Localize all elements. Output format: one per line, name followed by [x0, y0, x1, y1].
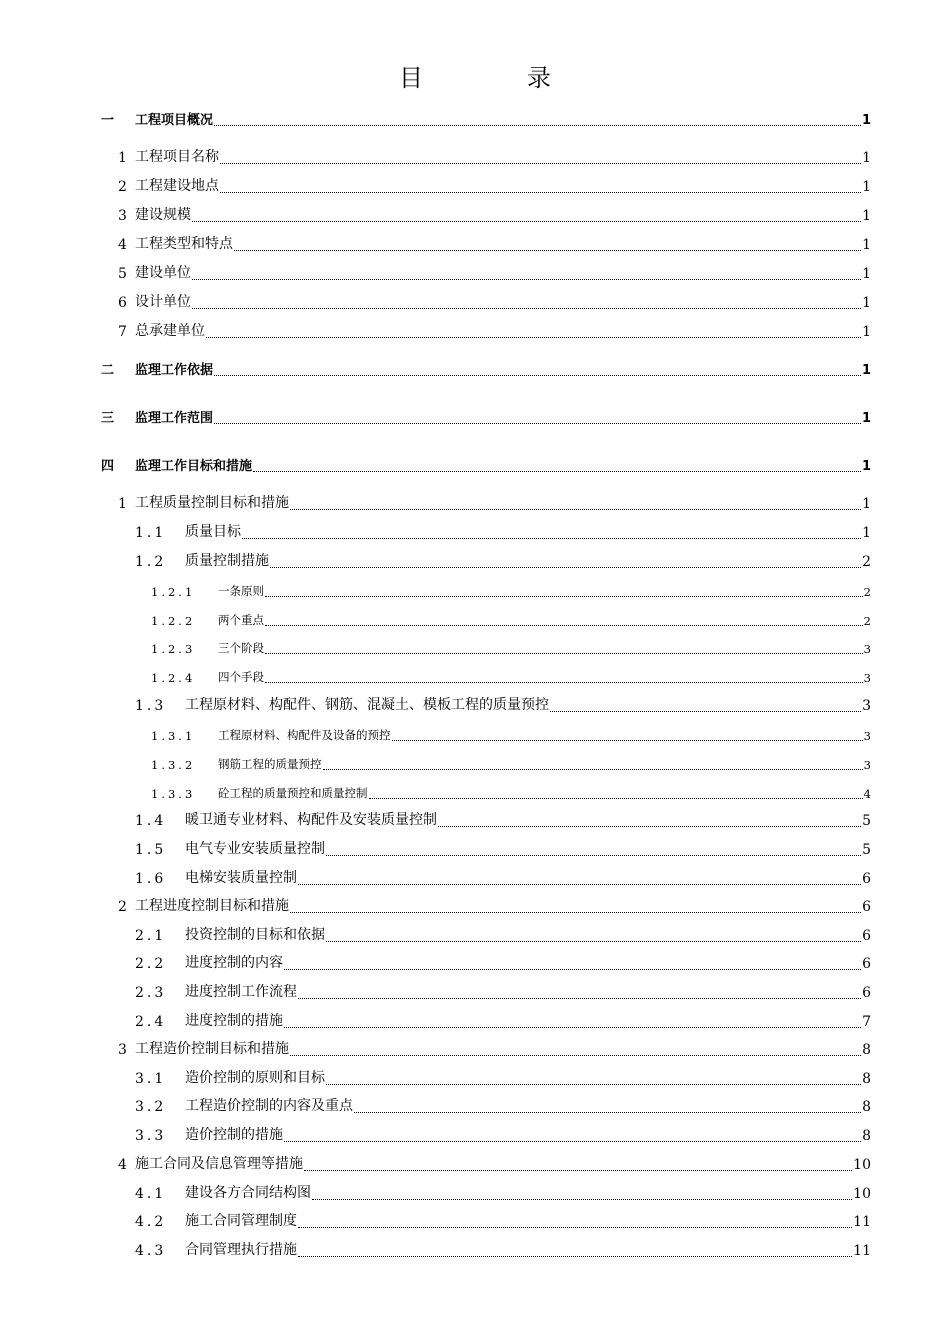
toc-entry-number: 4.2: [135, 1214, 167, 1230]
toc-leader-dots: [323, 769, 863, 770]
toc-entry-title: 质量目标: [185, 524, 241, 540]
toc-leader-dots: [298, 998, 861, 999]
toc-leader-dots: [284, 969, 861, 970]
toc-leader-dots: [550, 711, 861, 712]
toc-entry-number: 2.2: [135, 956, 167, 972]
toc-entry-page: 1: [861, 363, 871, 378]
toc-entry-title: 四个手段: [218, 670, 264, 684]
toc-leader-dots: [284, 1141, 861, 1142]
toc-entry-page: 6: [862, 899, 871, 915]
toc-entry-title: 造价控制的措施: [185, 1127, 283, 1143]
toc-title: 目 录: [399, 64, 591, 92]
toc-entry-number: 四: [101, 459, 115, 474]
toc-leader-dots: [214, 375, 861, 376]
toc-entry-number: 1.2.4: [151, 671, 196, 685]
toc-entry-page: 3: [862, 698, 871, 714]
toc-leader-dots: [265, 625, 863, 626]
toc-entry-title: 电梯安装质量控制: [185, 870, 297, 886]
toc-entry-title: 建设单位: [135, 265, 191, 281]
toc-entry-number: 1.2.1: [151, 585, 196, 599]
toc-entry[interactable]: [0, 1069, 950, 1089]
toc-entry-number: 二: [101, 363, 115, 378]
toc-entry-number: 1.2.3: [151, 642, 196, 656]
toc-entry-page: 5: [862, 813, 871, 829]
toc-entry-title: 砼工程的质量预控和质量控制: [218, 786, 368, 800]
toc-entry[interactable]: [0, 456, 950, 476]
toc-entry-page: 6: [862, 956, 871, 972]
toc-entry-title: 工程原材料、构配件及设备的预控: [218, 728, 391, 742]
toc-leader-dots: [265, 596, 863, 597]
toc-entry[interactable]: [0, 610, 950, 630]
toc-entry-title: 工程类型和特点: [135, 236, 233, 252]
toc-entry-number: 7: [118, 324, 127, 340]
toc-entry-number: 1.5: [135, 842, 167, 858]
toc-entry[interactable]: [0, 552, 950, 572]
toc-entry[interactable]: [0, 1012, 950, 1032]
toc-leader-dots: [253, 471, 861, 472]
toc-entry-page: 1: [861, 459, 871, 474]
toc-leader-dots: [214, 423, 861, 424]
toc-entry-page: 1: [862, 208, 871, 224]
toc-entry-number: 1: [118, 150, 127, 166]
toc-leader-dots: [270, 567, 861, 568]
toc-entry-title: 工程项目名称: [135, 149, 219, 165]
toc-entry-title: 监理工作目标和措施: [135, 459, 253, 474]
toc-entry[interactable]: [0, 494, 950, 514]
toc-entry-page: 11: [853, 1243, 871, 1259]
toc-entry[interactable]: [0, 264, 950, 284]
toc-entry-number: 1.2.2: [151, 614, 196, 628]
toc-entry-number: 2.3: [135, 985, 167, 1001]
toc-entry-title: 工程建设地点: [135, 178, 219, 194]
toc-entry-page: 1: [861, 113, 871, 128]
toc-entry[interactable]: [0, 408, 950, 428]
toc-leader-dots: [206, 337, 861, 338]
toc-entry-title: 工程原材料、构配件、钢筋、混凝土、模板工程的质量预控: [185, 697, 549, 713]
toc-entry[interactable]: [0, 696, 950, 716]
toc-entry-number: 1.3.1: [151, 729, 196, 743]
toc-entry-title: 总承建单位: [135, 323, 205, 339]
toc-leader-dots: [298, 1256, 852, 1257]
toc-leader-dots: [298, 1227, 852, 1228]
toc-entry-title: 施工合同管理制度: [185, 1213, 297, 1229]
toc-entry-title: 暖卫通专业材料、构配件及安装质量控制: [185, 812, 437, 828]
toc-entry-number: 1: [118, 496, 127, 512]
toc-entry[interactable]: [0, 360, 950, 380]
toc-entry-number: 1.1: [135, 525, 167, 541]
toc-entry-page: 2: [863, 585, 871, 599]
toc-leader-dots: [326, 941, 861, 942]
toc-entry[interactable]: [0, 523, 950, 543]
toc-entry-number: 4.1: [135, 1186, 167, 1202]
toc-entry-page: 1: [862, 525, 871, 541]
toc-entry[interactable]: [0, 1040, 950, 1060]
toc-entry-page: 8: [862, 1071, 871, 1087]
toc-entry-title: 进度控制的措施: [185, 1013, 283, 1029]
toc-entry-number: 2: [118, 899, 127, 915]
toc-entry-title: 投资控制的目标和依据: [185, 927, 325, 943]
toc-entry-number: 一: [101, 113, 115, 128]
toc-entry-page: 1: [862, 295, 871, 311]
toc-entry[interactable]: [0, 206, 950, 226]
toc-entry[interactable]: [0, 811, 950, 831]
toc-entry-number: 1.4: [135, 813, 167, 829]
toc-entry[interactable]: [0, 148, 950, 168]
toc-entry-number: 1.3: [135, 698, 167, 714]
toc-entry-page: 3: [863, 729, 871, 743]
toc-entry-page: 3: [863, 671, 871, 685]
toc-entry[interactable]: [0, 638, 950, 658]
toc-leader-dots: [220, 192, 861, 193]
toc-entry[interactable]: [0, 869, 950, 889]
toc-entry[interactable]: [0, 177, 950, 197]
toc-leader-dots: [354, 1112, 861, 1113]
toc-entry-title: 一条原则: [218, 584, 264, 598]
toc-leader-dots: [220, 163, 861, 164]
toc-entry-number: 4.3: [135, 1243, 167, 1259]
toc-leader-dots: [214, 125, 861, 126]
toc-entry-number: 3: [118, 1042, 127, 1058]
toc-entry-number: 5: [118, 266, 127, 282]
toc-entry[interactable]: [0, 725, 950, 745]
toc-entry-page: 5: [862, 842, 871, 858]
toc-entry[interactable]: [0, 110, 950, 130]
toc-entry-number: 6: [118, 295, 127, 311]
toc-leader-dots: [392, 740, 863, 741]
toc-entry-page: 3: [863, 758, 871, 772]
toc-entry[interactable]: [0, 926, 950, 946]
toc-entry-title: 钢筋工程的质量预控: [218, 757, 322, 771]
toc-entry-page: 2: [863, 614, 871, 628]
toc-entry[interactable]: [0, 954, 950, 974]
toc-entry-page: 10: [853, 1157, 871, 1173]
toc-entry-title: 两个重点: [218, 613, 264, 627]
toc-entry-number: 1.6: [135, 871, 167, 887]
toc-entry-title: 监理工作范围: [135, 411, 214, 426]
toc-entry[interactable]: [0, 581, 950, 601]
toc-leader-dots: [304, 1170, 852, 1171]
toc-entry[interactable]: [0, 1155, 950, 1175]
toc-entry-page: 6: [862, 928, 871, 944]
toc-entry[interactable]: [0, 840, 950, 860]
toc-entry[interactable]: [0, 1126, 950, 1146]
toc-entry[interactable]: [0, 783, 950, 803]
toc-entry[interactable]: [0, 235, 950, 255]
toc-entry-number: 3.1: [135, 1071, 167, 1087]
toc-leader-dots: [192, 221, 861, 222]
toc-entry-number: 2.1: [135, 928, 167, 944]
toc-entry-number: 1.3.3: [151, 787, 196, 801]
toc-leader-dots: [290, 1055, 861, 1056]
toc-leader-dots: [369, 798, 863, 799]
toc-entry-number: 3.2: [135, 1099, 167, 1115]
toc-leader-dots: [290, 912, 861, 913]
toc-entry-title: 工程造价控制的内容及重点: [185, 1098, 353, 1114]
toc-leader-dots: [284, 1027, 861, 1028]
toc-entry-page: 1: [862, 237, 871, 253]
toc-entry-number: 三: [101, 411, 115, 426]
toc-entry-title: 设计单位: [135, 294, 191, 310]
toc-entry-title: 施工合同及信息管理等措施: [135, 1156, 303, 1172]
toc-entry-page: 11: [853, 1214, 871, 1230]
toc-entry[interactable]: [0, 1097, 950, 1117]
toc-entry-title: 进度控制的内容: [185, 955, 283, 971]
toc-entry[interactable]: [0, 1212, 950, 1232]
toc-entry-number: 2: [118, 179, 127, 195]
toc-entry-title: 建设规模: [135, 207, 191, 223]
toc-entry-number: 3: [118, 208, 127, 224]
toc-leader-dots: [234, 250, 861, 251]
toc-entry-page: 1: [861, 411, 871, 426]
toc-leader-dots: [298, 884, 861, 885]
toc-leader-dots: [265, 682, 863, 683]
toc-entry-page: 8: [862, 1128, 871, 1144]
toc-entry-title: 建设各方合同结构图: [185, 1185, 311, 1201]
toc-entry-title: 进度控制工作流程: [185, 984, 297, 1000]
toc-entry-title: 工程项目概况: [135, 113, 214, 128]
toc-entry-number: 1.3.2: [151, 758, 196, 772]
toc-leader-dots: [438, 826, 861, 827]
toc-entry-title: 电气专业安装质量控制: [185, 841, 325, 857]
toc-entry-page: 10: [853, 1186, 871, 1202]
toc-entry-number: 4: [118, 237, 127, 253]
toc-entry[interactable]: [0, 754, 950, 774]
toc-entry-title: 工程造价控制目标和措施: [135, 1041, 289, 1057]
toc-entry-title: 三个阶段: [218, 641, 264, 655]
toc-entry-page: 1: [862, 324, 871, 340]
toc-entry-page: 7: [862, 1014, 871, 1030]
toc-entry-title: 造价控制的原则和目标: [185, 1070, 325, 1086]
toc-entry-title: 工程质量控制目标和措施: [135, 495, 289, 511]
toc-leader-dots: [290, 509, 861, 510]
toc-entry-title: 质量控制措施: [185, 553, 269, 569]
toc-entry-title: 工程进度控制目标和措施: [135, 898, 289, 914]
toc-entry[interactable]: [0, 322, 950, 342]
toc-entry[interactable]: [0, 897, 950, 917]
toc-entry[interactable]: [0, 667, 950, 687]
toc-entry[interactable]: [0, 983, 950, 1003]
toc-entry-title: 合同管理执行措施: [185, 1242, 297, 1258]
toc-entry-number: 2.4: [135, 1014, 167, 1030]
toc-leader-dots: [265, 653, 863, 654]
toc-entry-number: 4: [118, 1157, 127, 1173]
toc-leader-dots: [326, 1084, 861, 1085]
toc-entry-page: 1: [862, 496, 871, 512]
toc-entry-page: 2: [862, 554, 871, 570]
toc-entry-page: 1: [862, 179, 871, 195]
toc-leader-dots: [192, 308, 861, 309]
toc-entry-page: 6: [862, 871, 871, 887]
toc-leader-dots: [312, 1199, 852, 1200]
toc-entry-page: 8: [862, 1042, 871, 1058]
toc-entry[interactable]: [0, 293, 950, 313]
toc-entry-page: 1: [862, 266, 871, 282]
toc-entry[interactable]: [0, 1241, 950, 1261]
toc-entry-page: 8: [862, 1099, 871, 1115]
toc-leader-dots: [192, 279, 861, 280]
toc-entry-page: 4: [863, 787, 871, 801]
toc-entry-number: 1.2: [135, 554, 167, 570]
toc-entry-number: 3.3: [135, 1128, 167, 1144]
toc-entry-title: 监理工作依据: [135, 363, 214, 378]
toc-entry-page: 3: [863, 642, 871, 656]
toc-leader-dots: [326, 855, 861, 856]
toc-entry-page: 1: [862, 150, 871, 166]
toc-entry-page: 6: [862, 985, 871, 1001]
toc-entry[interactable]: [0, 1184, 950, 1204]
toc-leader-dots: [242, 538, 861, 539]
